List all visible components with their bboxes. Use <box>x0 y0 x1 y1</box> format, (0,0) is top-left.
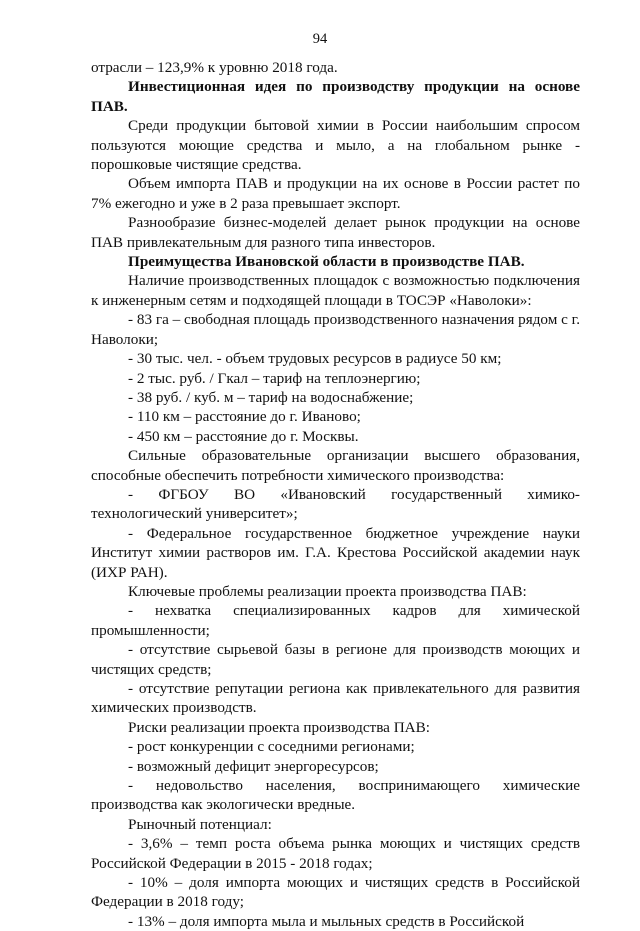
list-item: - нехватка специализированных кадров для химической промышленности; <box>91 602 580 639</box>
paragraph: Рыночный потенциал: <box>128 815 272 833</box>
paragraph: Среди продукции бытовой химии в России наибольшим спросом пользуются моющие средства и мыло, а на глобальном рынке - порошковые чистящие средства. <box>91 117 580 174</box>
list-item: - 450 км – расстояние до г. Москвы. <box>128 427 359 445</box>
paragraph: Сильные образовательные организации высшего образования, способные обеспечить потребности химического производства: <box>91 447 580 484</box>
paragraph: Ключевые проблемы реализации проекта производства ПАВ: <box>128 582 527 600</box>
paragraph: Разнообразие бизнес-моделей делает рынок продукции на основе ПАВ привлекательным для разного типа инвесторов. <box>91 214 580 251</box>
list-item: - 2 тыс. руб. / Гкал – тариф на теплоэнергию; <box>128 369 421 387</box>
document-body <box>91 58 580 931</box>
list-item: - 30 тыс. чел. - объем трудовых ресурсов в радиусе 50 км; <box>128 350 502 368</box>
list-item: - возможный дефицит энергоресурсов; <box>128 757 379 775</box>
list-item: - 83 га – свободная площадь производственного назначения рядом с г. Наволоки; <box>91 311 580 348</box>
list-item: - рост конкуренции с соседними регионами; <box>128 738 415 756</box>
paragraph: Наличие производственных площадок с возможностью подключения к инженерным сетям и подходящей площади в ТОСЭР «Наволоки»: <box>91 272 580 309</box>
list-item: - Федеральное государственное бюджетное учреждение науки Институт химии растворов им. Г.А. Крестова Российской академии наук (ИХР РАН). <box>91 524 580 581</box>
list-item: - ФГБОУ ВО «Ивановский государственный химико-технологический университет»; <box>91 485 580 523</box>
paragraph: отрасли – 123,9% к уровню 2018 года. <box>91 59 338 76</box>
paragraph: Объем импорта ПАВ и продукции на их основе в России растет по 7% ежегодно и уже в 2 раза превышает экспорт. <box>91 175 580 212</box>
page-number: 94 <box>312 31 328 47</box>
list-item: - 10% – доля импорта моющих и чистящих средств в Российской Федерации в 2018 году; <box>91 874 580 911</box>
paragraph: Риски реализации проекта производства ПАВ: <box>128 718 430 736</box>
list-item: - 13% – доля импорта мыла и мыльных средств в Российской <box>128 912 525 930</box>
section-heading: Преимущества Ивановской области в производстве ПАВ. <box>128 253 525 271</box>
list-item: - отсутствие репутации региона как привлекательного для развития химических производств. <box>91 680 580 717</box>
list-item: - недовольство населения, воспринимающего химические производства как экологически вредные. <box>91 777 580 814</box>
list-item: - отсутствие сырьевой базы в регионе для производств моющих и чистящих средств; <box>91 641 580 678</box>
section-heading: Инвестиционная идея по производству продукции на основе ПАВ. <box>91 78 580 115</box>
list-item: - 110 км – расстояние до г. Иваново; <box>128 408 361 426</box>
list-item: - 3,6% – темп роста объема рынка моющих и чистящих средств Российской Федерации в 2015 - 2018 годах; <box>91 835 580 872</box>
list-item: - 38 руб. / куб. м – тариф на водоснабжение; <box>128 388 414 406</box>
